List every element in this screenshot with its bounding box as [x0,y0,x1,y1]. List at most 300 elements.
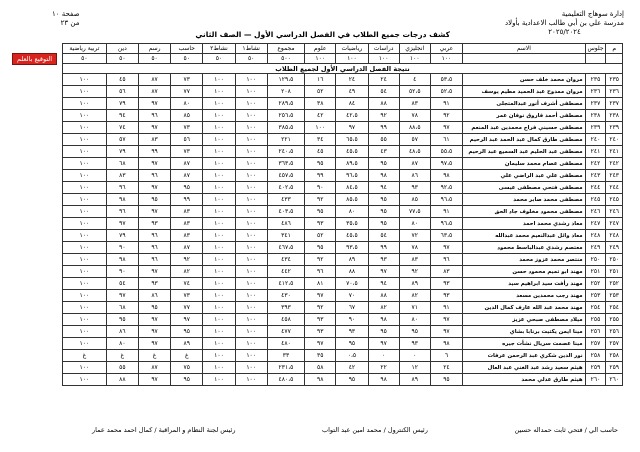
school-header [505,10,624,37]
grade-cell: ٥٦ [171,134,203,146]
grade-cell: ٢٨٩،٥ [267,98,304,110]
student-row [63,338,623,350]
grade-cell: ٩٨ [368,170,399,182]
grade-cell: ٢٤٢ [585,158,606,170]
grade-cell: ٩٣ [138,218,170,230]
grade-cell: ١٠٠ [235,122,267,134]
grade-cell: ٤٣٤ [267,254,304,266]
grade-cell: ١٠٠ [235,146,267,158]
max-mark-cell: ٥٠ [171,54,203,64]
grade-cell: ٩٠ [106,242,138,254]
grade-cell: ٩٢ [305,302,336,314]
grade-cell: ١٠٠ [203,326,235,338]
grade-cell: ٩٧ [138,98,170,110]
student-row [63,218,623,230]
grade-cell: ٣٤١ [267,230,304,242]
grade-cell: ٢٥٨ [585,350,606,362]
grade-cell: ٨٠ [336,206,368,218]
grade-cell: ٤٧٧ [267,326,304,338]
grade-cell: ٤٠٢،٥ [267,182,304,194]
column-header: دراسات [368,44,399,54]
grade-cell: ١٠٠ [63,110,107,122]
grade-cell: ٧٨ [399,110,430,122]
grade-cell: ٨٣ [399,98,430,110]
grade-cell: ٩٧ [430,326,462,338]
column-header: رسم [138,44,170,54]
student-row [63,206,623,218]
grade-cell: ٢٤١ [585,146,606,158]
grade-cell: ٨٨ [368,290,399,302]
column-header: نشاط١ [235,44,267,54]
grade-cell: ٨٣ [138,134,170,146]
grade-cell: ١٠٠ [235,302,267,314]
grade-cell: ٢٣٨ [585,110,606,122]
grades-body [63,74,623,386]
grade-cell: ١٢٩،٥ [267,74,304,86]
grade-cell: ١٠٠ [235,230,267,242]
grade-cell: ٢٥٩ [585,362,606,374]
grade-cell: ٩٧ [305,338,336,350]
grade-cell: ٨٨،٥ [399,122,430,134]
grade-cell: ١٠٠ [235,182,267,194]
grade-cell: ٢٤٥ [606,194,623,206]
max-mark-cell [606,54,623,64]
student-name: معاذ وائل عبدالنعيم محمد عبدالله [463,230,586,242]
grade-cell: ١٠٠ [235,158,267,170]
grade-cell: ٩٧ [305,290,336,302]
grade-cell: ٢٤٢ [606,158,623,170]
grade-cell: ٢٣٧ [606,98,623,110]
grade-cell: ٢٤ [368,74,399,86]
grade-cell: ٩٧ [336,122,368,134]
grade-cell: ١٠٠ [235,194,267,206]
grade-cell: ٦٣،٥ [430,230,462,242]
max-mark-cell: ١٠٠ [368,54,399,64]
grade-cell: ١٠٠ [235,290,267,302]
grade-cell: ٣٩٣ [267,302,304,314]
column-header: م [606,44,623,54]
grade-cell: ٩٢ [305,254,336,266]
grade-cell: ٧٣ [171,122,203,134]
grade-cell: ٩٤ [368,278,399,290]
grade-cell: ٨٢ [368,302,399,314]
grade-cell: ٩١ [430,302,462,314]
grade-cell: ١٠٠ [203,338,235,350]
grade-cell: ٩٥ [171,374,203,386]
student-name: مصطفى محمود مخلوف جاد الحق [463,206,586,218]
grade-cell: ٥٧ [106,134,138,146]
student-name: مهند رأفت سيد ابراهيم سيد [463,278,586,290]
grade-cell: ٩٥ [106,314,138,326]
grade-cell: ٥٥ [368,134,399,146]
column-header: تربية رياضية [63,44,107,54]
grade-cell: ٨٧ [138,74,170,86]
admin-name: إدارة سوهاج التعليمية [561,10,624,18]
grade-cell: ١٠٠ [203,314,235,326]
grade-cell: ٩٦ [138,230,170,242]
grade-cell: ٩٣ [305,326,336,338]
grade-cell: ٩٧ [138,326,170,338]
grade-cell: ٩٩ [368,242,399,254]
grade-cell: ٢٤٧ [585,218,606,230]
grade-cell: ١٠٠ [63,218,107,230]
grade-cell: ١٠٠ [63,242,107,254]
grade-cell: ٧٥ [171,362,203,374]
grade-cell: ٢٣٩ [606,122,623,134]
student-row [63,326,623,338]
grade-cell: ٤٥٨ [267,314,304,326]
student-name: مينا ايمن يكتيت برنابا بشاي [463,326,586,338]
grade-cell: ١٠٠ [203,158,235,170]
grade-cell: ١٠٠ [203,230,235,242]
grade-cell: ٩٧ [368,266,399,278]
grade-cell: ٢٥٨ [606,350,623,362]
grade-cell: ٤٣٠ [267,290,304,302]
grade-cell: ٩٠ [305,182,336,194]
grade-cell: ٢٤٩ [585,242,606,254]
grade-cell: ٧٩ [106,98,138,110]
grade-cell: ٩٥ [171,326,203,338]
grade-cell: ٩٧ [138,182,170,194]
grade-cell: ٢٥٦ [606,326,623,338]
school-year: ٢٠٢٥/٢٠٢٤ [548,28,581,36]
grade-cell: ٢٤٨ [585,230,606,242]
grade-cell: ١٠٠ [203,266,235,278]
grade-cell: ٢٤٧ [606,218,623,230]
student-name: مروان محمد خلف حسن [463,74,586,86]
student-name: مصطفى عبد الحليم عبد السميع عبد الرحيم [463,146,586,158]
page-total: من ٢٣ [60,19,80,27]
column-header: رياضيات [336,44,368,54]
grade-cell: ٩٣ [430,290,462,302]
grade-cell: ٩٥ [336,338,368,350]
grade-cell: ١٠٠ [235,110,267,122]
grade-cell: ٩٧ [138,158,170,170]
max-mark-cell: ٥٠ [63,54,107,64]
grade-cell: ١٠٠ [235,350,267,362]
grade-cell: ٩٤ [368,182,399,194]
grade-cell: ٨٧ [171,158,203,170]
section-label: نتيجة الفصل الدراسي الأول لجميع الطلاب [63,64,623,74]
grade-cell: ٨٠ [399,218,430,230]
student-row [63,362,623,374]
student-row [63,278,623,290]
grade-cell: ٧٢ [399,230,430,242]
grade-cell: غ [138,350,170,362]
grade-cell: ٧٨ [399,242,430,254]
grade-cell: ١٠٠ [63,254,107,266]
grade-cell: ٨٦ [106,326,138,338]
grade-cell: ١٠٠ [235,374,267,386]
grade-cell: ١٠٠ [235,362,267,374]
grade-cell: ٠،٥ [336,350,368,362]
grade-cell: ٢٤٣ [585,170,606,182]
grade-cell: ٤٣ [368,146,399,158]
grade-cell: ٢٣٨ [606,110,623,122]
grade-cell: ١٠٠ [235,218,267,230]
grade-cell: ١٠٠ [235,74,267,86]
grade-cell: ٥٢،٥ [430,86,462,98]
grade-cell: ٨٣ [171,230,203,242]
grade-cell: ٩٥ [368,206,399,218]
grade-cell: ٩٥ [368,326,399,338]
column-header: حاسب [171,44,203,54]
grade-cell: ٤٤٢ [267,266,304,278]
grade-cell: ٢٥٤ [606,302,623,314]
grade-cell: ٢٤١ [606,146,623,158]
grade-cell: ١٦ [305,74,336,86]
student-row [63,170,623,182]
grade-cell: ١٠٠ [63,134,107,146]
grade-cell: ٢٤٤ [606,182,623,194]
signature-badge: التوقيع بالعلم [12,53,57,65]
grade-cell: ٢٤٦ [606,206,623,218]
grade-cell: ١٠٠ [63,314,107,326]
grade-cell: ٩٨ [305,374,336,386]
grade-cell: ٤٥ [305,146,336,158]
grade-cell: ٨٧ [171,242,203,254]
grade-cell: ٩١ [430,206,462,218]
max-mark-cell [463,54,586,64]
grade-cell: ٧٩ [106,230,138,242]
student-row [63,266,623,278]
grade-cell: ٤٢،٥ [336,110,368,122]
column-header: عربي [430,44,462,54]
column-header: انجليزي [399,44,430,54]
grade-cell: ٨٢ [171,266,203,278]
grade-cell: ٩٧ [106,290,138,302]
grade-cell: ٣٦٣،٥ [267,158,304,170]
grade-cell: ٩٢ [368,110,399,122]
student-row [63,254,623,266]
grade-cell: ٢٣٩ [585,122,606,134]
grade-cell: ٢٥٧ [606,338,623,350]
student-name: معاذ رشدي محمد احمد [463,218,586,230]
grade-cell: ٩٣ [368,254,399,266]
grade-cell: ٢٣٥ [606,74,623,86]
grade-cell: ٢٥٠ [585,254,606,266]
grade-cell: ٥٧ [399,134,430,146]
grade-cell: ٩٣ [305,314,336,326]
grade-cell: ١٠٠ [63,374,107,386]
grade-cell: ٣٨٥،٥ [267,122,304,134]
grade-cell: ١٠٠ [203,182,235,194]
grade-cell: ٢٥٦،٥ [267,110,304,122]
column-header: دين [106,44,138,54]
grade-cell: ١٠٠ [63,230,107,242]
grade-cell: ٤٥ [106,74,138,86]
grade-cell: ١٠٠ [63,182,107,194]
grade-cell: ١٠٠ [235,254,267,266]
grade-cell: ٩٠ [106,266,138,278]
grade-cell: ٢٥٦ [585,326,606,338]
student-row [63,122,623,134]
grade-cell: ٥٥ [106,362,138,374]
grade-cell: ٤١٢،٥ [267,278,304,290]
grade-cell: ٢٦٠ [585,374,606,386]
grade-cell: ٤٣٣ [267,194,304,206]
student-name: مروان ممدوح عبد الحميد مطيم يوسف [463,86,586,98]
student-row [63,374,623,386]
grade-cell: ٩٣ [305,218,336,230]
grade-cell: ٧٣ [171,146,203,158]
grade-cell: ٢٣٧ [585,98,606,110]
student-name: مصطفى أشرف أنور عبدالمتجلى [463,98,586,110]
student-row [63,194,623,206]
grade-cell: ٢٤٤ [585,182,606,194]
grade-cell: ٩٦ [138,254,170,266]
student-name: مهند محمد عبد الله عارف كمال الدين [463,302,586,314]
student-row [63,158,623,170]
grade-cell: ١٠٠ [203,278,235,290]
grade-cell: ٢٥٢ [585,278,606,290]
student-name: مصطفى علي عبد الراضي علي [463,170,586,182]
grade-cell: ٧٠،٥ [336,278,368,290]
grade-cell: ٨٧ [138,362,170,374]
grade-cell: ٢٥٧ [585,338,606,350]
student-name: مصطفى حسيني فراج محمدين عبد المنعم [463,122,586,134]
grade-cell: ١٠٠ [235,206,267,218]
grade-cell: ١٠٠ [203,122,235,134]
grade-cell: ٩٧ [138,374,170,386]
grade-cell: ٩٥ [305,158,336,170]
grade-cell: ٤٨٦ [267,218,304,230]
grade-cell: ١٠٠ [203,170,235,182]
school-name: مدرسة علي بن أبي طالب الاعدادية بأولاد [505,19,624,27]
grade-cell: ٨٥ [171,110,203,122]
grade-cell: ١٠٠ [63,194,107,206]
student-row [63,86,623,98]
grade-cell: ٨٨ [368,98,399,110]
grade-cell: ٤٦٧،٥ [267,242,304,254]
grade-cell: ٩٥ [138,302,170,314]
grade-cell: ٩٦،٥ [430,194,462,206]
grade-cell: ٧٣ [171,290,203,302]
grade-cell: ٩٧ [430,314,462,326]
grade-cell: ٢٣٦ [585,86,606,98]
grade-cell: غ [171,350,203,362]
grade-cell: ٥٣،٥ [430,74,462,86]
grades-table [62,43,623,386]
grade-cell: ٩٩ [138,146,170,158]
grade-cell: ٢٤٠ [606,134,623,146]
column-header: نشاط٢ [203,44,235,54]
grade-cell: ٩٣ [399,182,430,194]
grade-cell: ٩٥ [305,206,336,218]
grade-cell: ٩٦ [106,206,138,218]
grade-cell: ٨٠ [399,314,430,326]
grade-cell: ٢٤٩ [606,242,623,254]
student-row [63,350,623,362]
grade-cell: ٤٥٧،٥ [267,170,304,182]
grade-cell: ١٠٠ [235,326,267,338]
grade-cell: ٩٥ [305,242,336,254]
grade-cell: ٩٥ [171,182,203,194]
grade-cell: ٩٩ [305,170,336,182]
student-name: منتصر محمد عزوز محمد [463,254,586,266]
grade-cell: ٨٤ [336,98,368,110]
grade-cell: ٥٤ [106,278,138,290]
grade-cell: ٩٧ [430,122,462,134]
grade-cell: ٩٥ [368,194,399,206]
grade-cell: ١٠٠ [235,314,267,326]
grade-cell: ٥٥،٥ [430,146,462,158]
grade-cell: غ [106,350,138,362]
grade-cell: ٢٥١ [606,266,623,278]
grade-cell: ١٠٠ [203,146,235,158]
grade-cell: ٩٥ [399,326,430,338]
grade-cell: ٨٩ [399,374,430,386]
grade-cell: ١٠٠ [203,302,235,314]
grade-cell: ١٠٠ [63,74,107,86]
grade-cell: ٩٨ [106,194,138,206]
grade-cell: ٩٦ [138,170,170,182]
grade-cell: ٢٥٥ [585,314,606,326]
grade-cell: ٢٢ [368,362,399,374]
grade-cell: ٥٦ [106,86,138,98]
grade-cell: ١٠٠ [63,266,107,278]
grade-cell: ٢٢١ [267,134,304,146]
student-name: مصطفى محمد صابر محمد [463,194,586,206]
grade-cell: ٩٦ [430,254,462,266]
grade-cell: ٨٩،٥ [336,158,368,170]
grade-cell: ٩٣ [138,278,170,290]
column-header: جلوس [585,44,606,54]
student-row [63,110,623,122]
grade-cell: ١٠٠ [63,122,107,134]
grade-cell: ٨٢ [399,290,430,302]
grade-cell: ١٠٠ [63,290,107,302]
grade-cell: ٨٧ [399,158,430,170]
grade-cell: ١٠٠ [63,278,107,290]
grade-cell: ٩٦،٥ [430,218,462,230]
student-name: مصطفى أحمد فاروق نوفان عمر [463,110,586,122]
grade-cell: ٢٥١ [585,266,606,278]
grade-cell: ٩٥ [336,374,368,386]
grade-cell: ٩٣ [399,338,430,350]
grade-cell: ٤٢ [336,362,368,374]
max-mark-cell [585,54,606,64]
grade-cell: ٦٥،٥ [336,134,368,146]
grade-cell: ٥٢،٥ [399,86,430,98]
grade-cell: ٥٢ [305,230,336,242]
grade-cell: ٢٤٦ [585,206,606,218]
signature-computer: حاسب الي / فتحي ثابت حمداله حسين [514,426,618,434]
student-row [63,314,623,326]
max-marks-row [63,54,623,64]
grade-cell: ٨٣ [106,170,138,182]
max-mark-cell: ١٠٠ [430,54,462,64]
grade-cell: ٨٥ [399,194,430,206]
max-mark-cell: ٥٠ [235,54,267,64]
header-row [63,44,623,54]
grade-cell: ٩٧ [106,218,138,230]
student-name: مصطفى طارق كمال عبد الحمد عبد الرحيم [463,134,586,146]
grade-cell: ١٠٠ [63,206,107,218]
grade-cell: ٨٨ [106,374,138,386]
grade-cell: ٣٥،٥ [336,218,368,230]
grade-cell: ٢٥٤ [585,302,606,314]
grade-cell: ٦١ [430,134,462,146]
grade-cell: ٨٩ [399,278,430,290]
grade-cell: ١٠٠ [235,170,267,182]
student-name: ميلاد مصطفى صبحي عزيز [463,314,586,326]
grade-cell: ٠ [399,350,430,362]
grade-cell: ٩٣ [336,326,368,338]
grade-cell: ٨٩ [336,254,368,266]
grade-cell: ٨٠ [106,338,138,350]
grade-cell: ٣٥ [305,350,336,362]
